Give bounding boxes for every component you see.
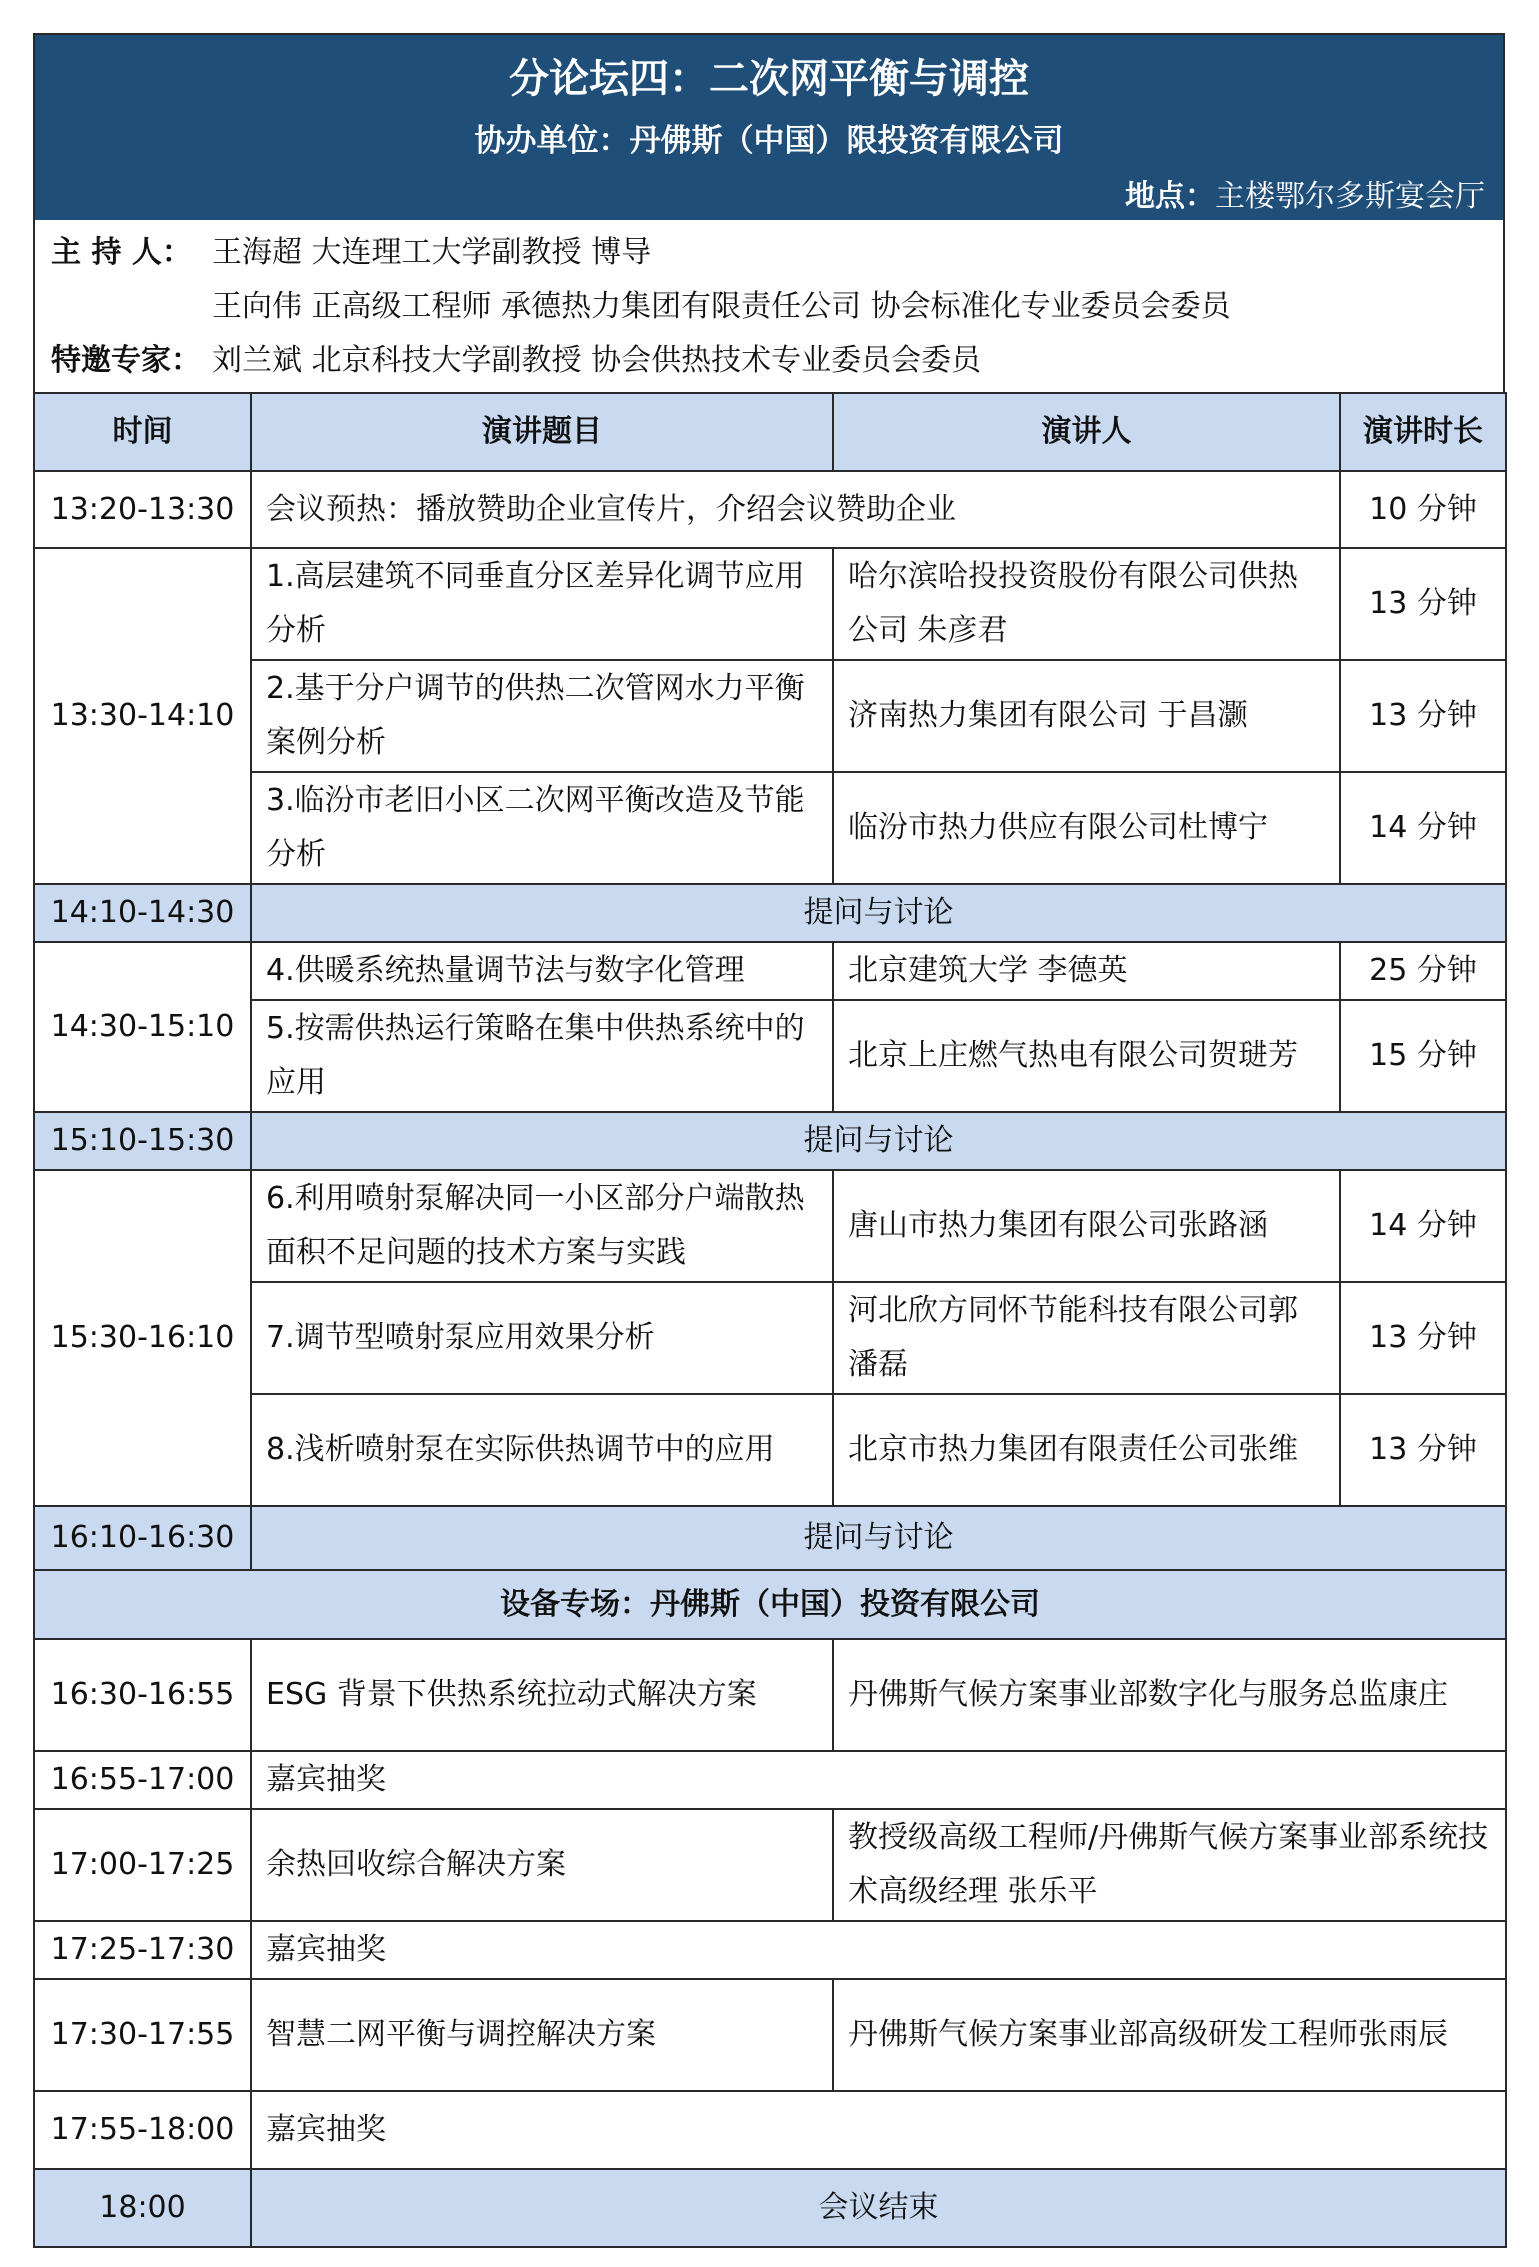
forum-header bbox=[33, 33, 1505, 220]
topic-cell: 智慧二网平衡与调控解决方案 bbox=[251, 1979, 833, 2091]
topic-cell: 7.调节型喷射泵应用效果分析 bbox=[251, 1282, 833, 1394]
table-row bbox=[34, 942, 1506, 1000]
duration-cell: 14 分钟 bbox=[1340, 772, 1506, 884]
co-organizer bbox=[35, 115, 1503, 160]
speaker-cell: 丹佛斯气候方案事业部数字化与服务总监康庄 bbox=[833, 1639, 1506, 1751]
table-row bbox=[34, 772, 1506, 884]
table-row bbox=[34, 1979, 1506, 2091]
time-cell: 16:10-16:30 bbox=[34, 1506, 251, 1570]
host-row-2 bbox=[51, 280, 1503, 334]
col-speaker-header: 演讲人 bbox=[833, 393, 1340, 471]
speaker-cell: 北京市热力集团有限责任公司张维 bbox=[833, 1394, 1340, 1506]
topic-cell: 3.临汾市老旧小区二次网平衡改造及节能分析 bbox=[251, 772, 833, 884]
table-row bbox=[34, 1170, 1506, 1282]
speaker-cell: 唐山市热力集团有限公司张路涵 bbox=[833, 1170, 1340, 1282]
lottery-label: 嘉宾抽奖 bbox=[251, 2091, 1506, 2169]
topic-cell: 会议预热：播放赞助企业宣传片，介绍会议赞助企业 bbox=[251, 471, 1340, 548]
closing-label: 会议结束 bbox=[251, 2169, 1506, 2247]
agenda-table bbox=[33, 392, 1507, 2248]
speaker-cell: 教授级高级工程师/丹佛斯气候方案事业部系统技术高级经理 张乐平 bbox=[833, 1809, 1506, 1921]
co-organizer-label: 协办单位： bbox=[474, 123, 630, 159]
duration-cell: 25 分钟 bbox=[1340, 942, 1506, 1000]
discussion-label: 提问与讨论 bbox=[251, 1506, 1506, 1570]
table-row bbox=[34, 1000, 1506, 1112]
table-row bbox=[34, 1394, 1506, 1506]
agenda-sheet bbox=[33, 33, 1505, 2248]
time-cell: 17:30-17:55 bbox=[34, 1979, 251, 2091]
topic-cell: 余热回收综合解决方案 bbox=[251, 1809, 833, 1921]
time-cell: 17:55-18:00 bbox=[34, 2091, 251, 2169]
duration-cell: 13 分钟 bbox=[1340, 1282, 1506, 1394]
table-row bbox=[34, 471, 1506, 548]
topic-cell: 8.浅析喷射泵在实际供热调节中的应用 bbox=[251, 1394, 833, 1506]
special-session-title: 设备专场：丹佛斯（中国）投资有限公司 bbox=[34, 1570, 1506, 1639]
topic-cell: 1.高层建筑不同垂直分区差异化调节应用分析 bbox=[251, 548, 833, 660]
discussion-label: 提问与讨论 bbox=[251, 1112, 1506, 1170]
table-row bbox=[34, 660, 1506, 772]
speaker-cell: 济南热力集团有限公司 于昌灏 bbox=[833, 660, 1340, 772]
col-duration-header: 演讲时长 bbox=[1340, 393, 1506, 471]
topic-cell: 4.供暖系统热量调节法与数字化管理 bbox=[251, 942, 833, 1000]
host-label: 主 持 人： bbox=[51, 235, 192, 270]
speaker-cell: 丹佛斯气候方案事业部高级研发工程师张雨辰 bbox=[833, 1979, 1506, 2091]
time-cell: 18:00 bbox=[34, 2169, 251, 2247]
lottery-row bbox=[34, 1921, 1506, 1979]
discussion-row bbox=[34, 1506, 1506, 1570]
venue-name: 主楼鄂尔多斯宴会厅 bbox=[1215, 179, 1485, 214]
time-cell: 17:25-17:30 bbox=[34, 1921, 251, 1979]
co-organizer-name: 丹佛斯（中国）限投资有限公司 bbox=[629, 123, 1064, 159]
lottery-label: 嘉宾抽奖 bbox=[251, 1751, 1506, 1809]
col-time-header: 时间 bbox=[34, 393, 251, 471]
time-cell: 15:10-15:30 bbox=[34, 1112, 251, 1170]
time-cell: 16:30-16:55 bbox=[34, 1639, 251, 1751]
lottery-row bbox=[34, 1751, 1506, 1809]
time-cell: 14:10-14:30 bbox=[34, 884, 251, 942]
lottery-row bbox=[34, 2091, 1506, 2169]
expert: 刘兰斌 北京科技大学副教授 协会供热技术专业委员会委员 bbox=[212, 343, 982, 378]
time-cell: 15:30-16:10 bbox=[34, 1170, 251, 1506]
duration-cell: 14 分钟 bbox=[1340, 1170, 1506, 1282]
col-topic-header: 演讲题目 bbox=[251, 393, 833, 471]
time-cell: 13:30-14:10 bbox=[34, 548, 251, 884]
duration-cell: 13 分钟 bbox=[1340, 548, 1506, 660]
table-row bbox=[34, 1639, 1506, 1751]
duration-cell: 15 分钟 bbox=[1340, 1000, 1506, 1112]
time-cell: 14:30-15:10 bbox=[34, 942, 251, 1112]
topic-cell: 2.基于分户调节的供热二次管网水力平衡案例分析 bbox=[251, 660, 833, 772]
host-row-1 bbox=[51, 226, 1503, 280]
speaker-cell: 河北欣方同怀节能科技有限公司郭潘磊 bbox=[833, 1282, 1340, 1394]
speaker-cell: 北京建筑大学 李德英 bbox=[833, 942, 1340, 1000]
host-1: 王海超 大连理工大学副教授 博导 bbox=[212, 235, 652, 270]
table-row bbox=[34, 1282, 1506, 1394]
discussion-row bbox=[34, 1112, 1506, 1170]
time-cell: 16:55-17:00 bbox=[34, 1751, 251, 1809]
table-header-row bbox=[34, 393, 1506, 471]
venue bbox=[1125, 171, 1485, 215]
expert-row bbox=[51, 334, 1503, 388]
table-row bbox=[34, 1809, 1506, 1921]
venue-label: 地点： bbox=[1125, 179, 1215, 214]
time-cell: 13:20-13:30 bbox=[34, 471, 251, 548]
topic-cell: 6.利用喷射泵解决同一小区部分户端散热面积不足问题的技术方案与实践 bbox=[251, 1170, 833, 1282]
expert-label: 特邀专家： bbox=[51, 343, 201, 378]
forum-title: 分论坛四：二次网平衡与调控 bbox=[509, 56, 1029, 102]
duration-cell: 13 分钟 bbox=[1340, 1394, 1506, 1506]
duration-cell: 10 分钟 bbox=[1340, 471, 1506, 548]
discussion-row bbox=[34, 884, 1506, 942]
time-cell: 17:00-17:25 bbox=[34, 1809, 251, 1921]
duration-cell: 13 分钟 bbox=[1340, 660, 1506, 772]
discussion-label: 提问与讨论 bbox=[251, 884, 1506, 942]
topic-cell: 5.按需供热运行策略在集中供热系统中的应用 bbox=[251, 1000, 833, 1112]
topic-cell: ESG 背景下供热系统拉动式解决方案 bbox=[251, 1639, 833, 1751]
speaker-cell: 临汾市热力供应有限公司杜博宁 bbox=[833, 772, 1340, 884]
hosts-block bbox=[33, 220, 1505, 392]
speaker-cell: 北京上庄燃气热电有限公司贺琎芳 bbox=[833, 1000, 1340, 1112]
host-2: 王向伟 正高级工程师 承德热力集团有限责任公司 协会标准化专业委员会委员 bbox=[212, 289, 1231, 324]
table-row bbox=[34, 548, 1506, 660]
lottery-label: 嘉宾抽奖 bbox=[251, 1921, 1506, 1979]
closing-row bbox=[34, 2169, 1506, 2247]
special-session-row bbox=[34, 1570, 1506, 1639]
speaker-cell: 哈尔滨哈投投资股份有限公司供热公司 朱彦君 bbox=[833, 548, 1340, 660]
